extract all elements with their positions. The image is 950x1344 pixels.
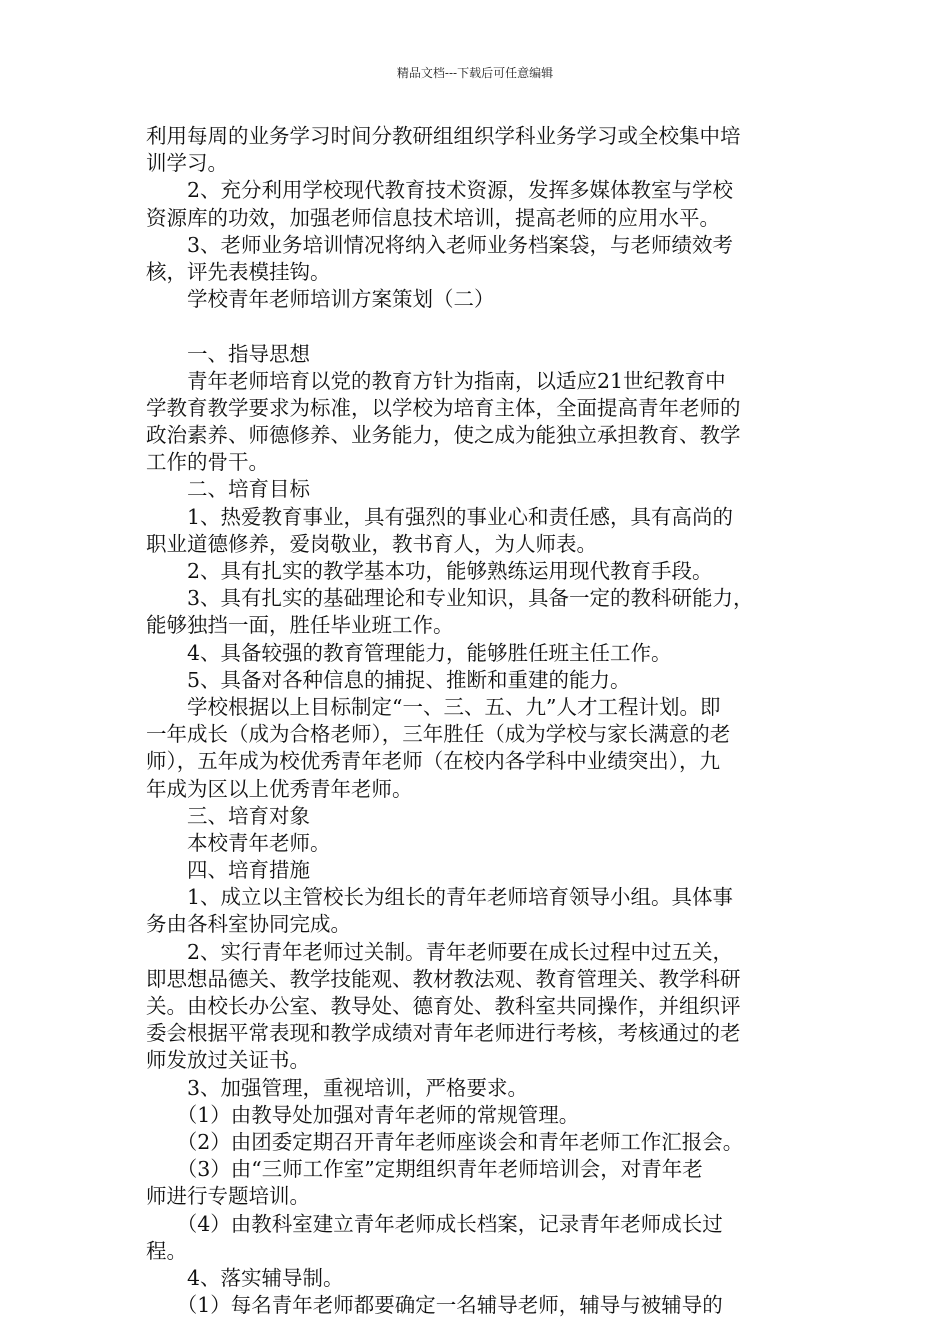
text-line: 本校青年老师。 — [146, 830, 331, 855]
text-line: 训学习。 — [146, 151, 228, 176]
blank-line — [146, 313, 816, 340]
text-line: 4、具备较强的教育管理能力，能够胜任班主任工作。 — [146, 640, 672, 665]
text-line: （4）由教科室建立青年老师成长档案，记录青年老师成长过 — [146, 1211, 723, 1236]
text-line: 师），五年成为校优秀青年老师（在校内各学科中业绩突出），九 — [146, 749, 720, 774]
text-line: 3、具有扎实的基础理论和专业知识，具备一定的教科研能力， — [146, 586, 754, 611]
page-header: 精品文档---下载后可任意编辑 — [396, 66, 554, 80]
text-line: （1）每名青年老师都要确定一名辅导老师，辅导与被辅导的 — [146, 1293, 723, 1318]
text-line: 能够独挡一面，胜任毕业班工作。 — [146, 613, 454, 638]
text-line: 职业道德修养，爱岗敬业，教书育人，为人师表。 — [146, 531, 597, 556]
text-line: 5、具备对各种信息的捕捉、推断和重建的能力。 — [146, 667, 631, 692]
text-line: 一年成长（成为合格老师），三年胜任（成为学校与家长满意的老 — [146, 722, 731, 747]
text-line: （3）由“三师工作室”定期组织青年老师培训会，对青年老 — [146, 1157, 703, 1182]
text-line: 2、充分利用学校现代教育技术资源，发挥多媒体教室与学校 — [146, 178, 734, 203]
text-line: 师进行专题培训。 — [146, 1184, 310, 1209]
text-line: 3、老师业务培训情况将纳入老师业务档案袋，与老师绩效考 — [146, 232, 734, 257]
section-title: 学校青年老师培训方案策划（二） — [146, 287, 495, 312]
heading-guiding-thought: 一、指导思想 — [146, 341, 310, 366]
text-line: 1、热爱教育事业，具有强烈的事业心和责任感，具有高尚的 — [146, 504, 734, 529]
text-line: （1）由教导处加强对青年老师的常规管理。 — [146, 1102, 580, 1127]
text-line: 年成为区以上优秀青年老师。 — [146, 776, 413, 801]
text-line: 师发放过关证书。 — [146, 1048, 310, 1073]
text-line: 务由各科室协同完成。 — [146, 912, 351, 937]
text-line: 政治素养、师德修养、业务能力，使之成为能独立承担教育、教学 — [146, 423, 741, 448]
text-line: 学教育教学要求为标准，以学校为培育主体，全面提高青年老师的 — [146, 395, 741, 420]
text-line: （2）由团委定期召开青年老师座谈会和青年老师工作汇报会。 — [146, 1129, 744, 1154]
heading-training-measures: 四、培育措施 — [146, 858, 310, 883]
text-line: 即思想品德关、教学技能观、教材教法观、教育管理关、教学科研 — [146, 966, 741, 991]
text-line: 关。由校长办公室、教导处、德育处、教科室共同操作，并组织评 — [146, 994, 741, 1018]
heading-training-targets: 三、培育对象 — [146, 803, 310, 828]
document-body — [146, 123, 816, 1319]
text-line: 利用每周的业务学习时间分教研组组织学科业务学习或全校集中培 — [146, 124, 741, 148]
text-line: 3、加强管理，重视培训，严格要求。 — [146, 1075, 529, 1100]
text-line: 4、落实辅导制。 — [146, 1265, 344, 1290]
text-line: 资源库的功效，加强老师信息技术培训，提高老师的应用水平。 — [146, 205, 720, 230]
text-line: 委会根据平常表现和教学成绩对青年老师进行考核，考核通过的老 — [146, 1021, 741, 1046]
text-line: 1、成立以主管校长为组长的青年老师培育领导小组。具体事 — [146, 885, 734, 910]
text-line: 学校根据以上目标制定“一、三、五、九”人才工程计划。即 — [146, 694, 721, 719]
heading-training-goals: 二、培育目标 — [146, 477, 310, 502]
text-line: 青年老师培育以党的教育方针为指南，以适应21世纪教育中 — [146, 368, 726, 393]
text-line: 2、实行青年老师过关制。青年老师要在成长过程中过五关， — [146, 939, 734, 964]
text-line: 工作的骨干。 — [146, 450, 269, 475]
text-line: 核，评先表模挂钩。 — [146, 259, 331, 284]
text-line: 程。 — [146, 1238, 187, 1263]
text-line: 2、具有扎实的教学基本功，能够熟练运用现代教育手段。 — [146, 559, 713, 583]
